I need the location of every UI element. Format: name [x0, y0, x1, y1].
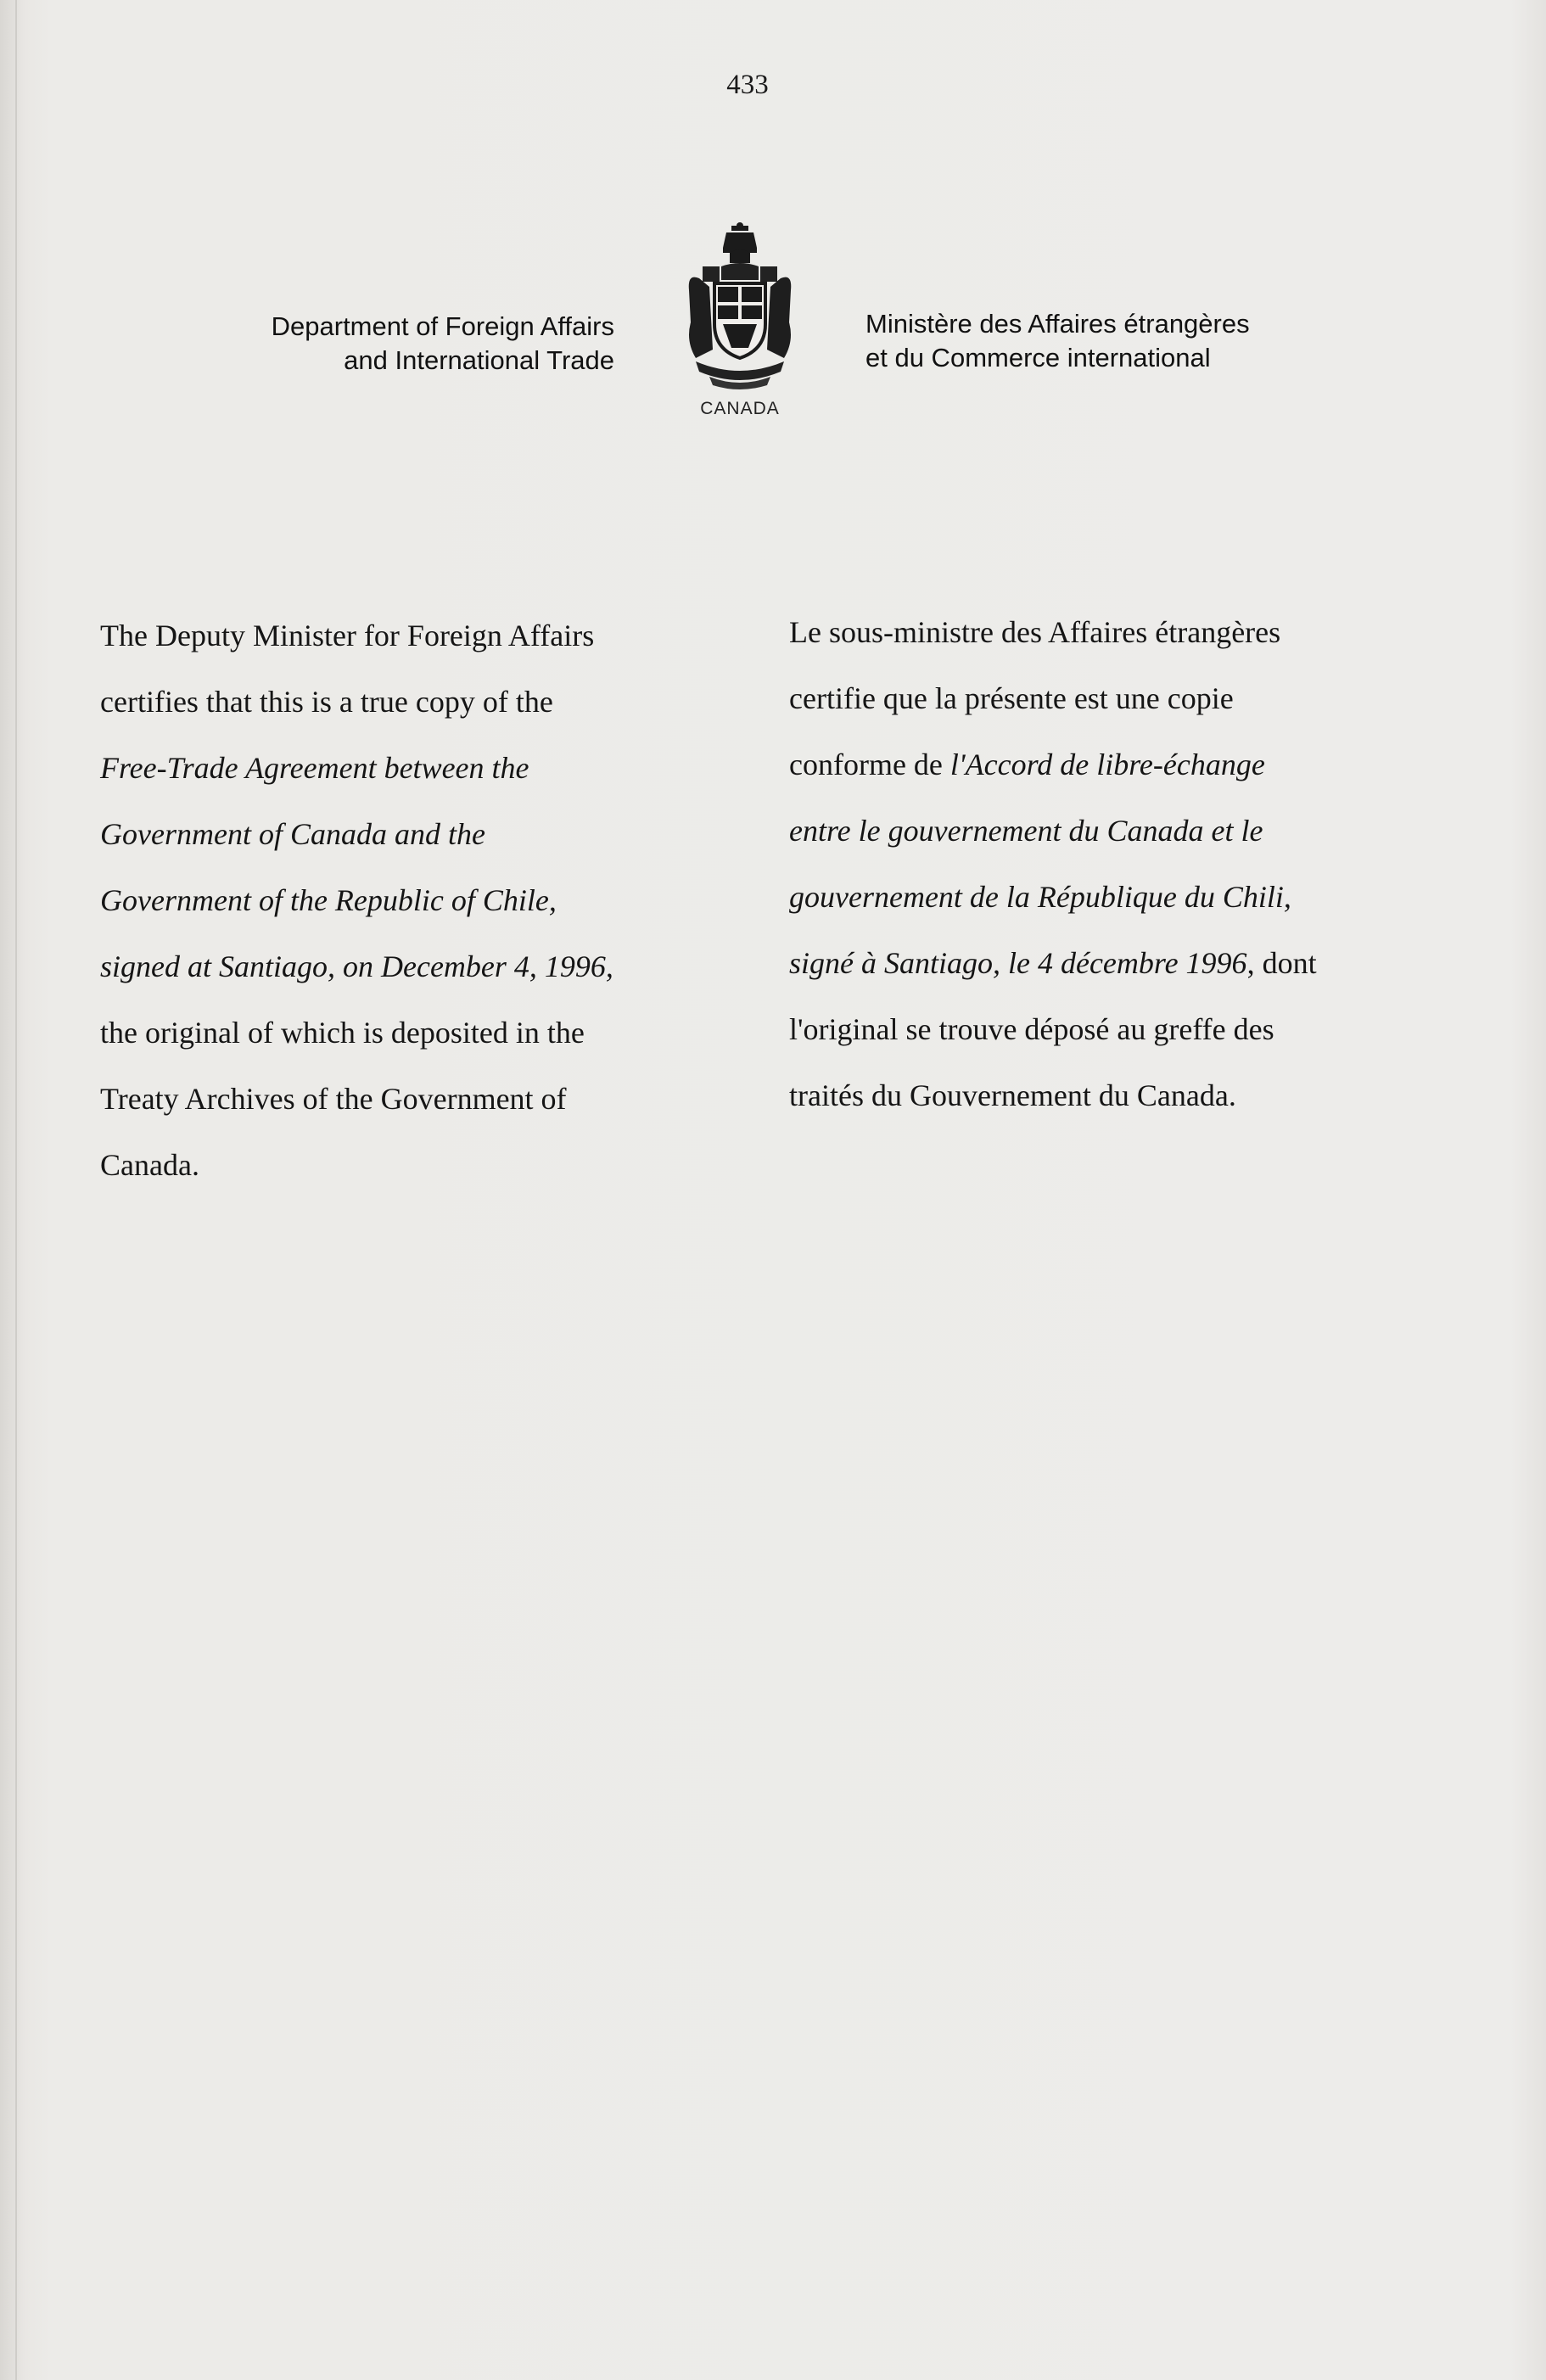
certificate-fr-segment: conforme de	[789, 748, 950, 781]
department-name-french	[865, 307, 1250, 375]
certificate-fr-segment: signé à Santiago, le 4 décembre 1996	[789, 946, 1247, 980]
certificate-fr-segment: traités du Gouvernement du Canada.	[789, 1078, 1236, 1112]
certificate-fr-segment: Le sous-ministre des Affaires étrangères	[789, 615, 1281, 649]
department-name-english	[272, 310, 614, 378]
dept-fr-line: Ministère des Affaires étrangères	[865, 309, 1250, 339]
certificate-fr-line	[789, 864, 1400, 930]
certificate-fr-line	[789, 930, 1400, 996]
certificate-en-line: Treaty Archives of the Government of	[100, 1082, 567, 1116]
dept-en-line: Department of Foreign Affairs	[271, 311, 614, 341]
certificate-en-line: Government of the Republic of Chile,	[100, 883, 557, 917]
certificate-en-line: The Deputy Minister for Foreign Affairs	[100, 619, 595, 652]
certificate-fr-segment: entre le gouvernement du Canada et le	[789, 814, 1263, 848]
crest-label: CANADA	[700, 399, 780, 418]
certificate-en-line: the original of which is deposited in the	[100, 1016, 585, 1050]
certificate-en-line: signed at Santiago, on December 4, 1996,	[100, 949, 613, 983]
certificate-fr-line	[789, 731, 1400, 798]
certificate-fr-line	[789, 665, 1400, 731]
certificate-english	[100, 602, 711, 1198]
dept-fr-line: et du Commerce international	[865, 343, 1211, 372]
dept-en-line: and International Trade	[344, 345, 614, 375]
coat-of-arms-icon	[684, 222, 796, 392]
certificate-en-line: Canada.	[100, 1148, 199, 1182]
certificate-french	[789, 599, 1400, 1128]
certificate-en-line: Government of Canada and the	[100, 817, 485, 851]
certificate-fr-segment: certifie que la présente est une copie	[789, 681, 1234, 715]
certificate-fr-line	[789, 599, 1400, 665]
certificate-fr-line	[789, 996, 1400, 1062]
certificate-fr-segment: gouvernement de la République du Chili,	[789, 880, 1291, 914]
certificate-fr-segment: , dont	[1246, 946, 1317, 980]
certificate-fr-line	[789, 798, 1400, 864]
certificate-fr-segment: l'Accord de libre-échange	[949, 748, 1265, 781]
certificate-fr-segment: l'original se trouve déposé au greffe des	[789, 1012, 1274, 1046]
certificate-en-line: certifies that this is a true copy of the	[100, 685, 553, 719]
page-spine	[15, 0, 17, 2380]
certificate-fr-line	[789, 1062, 1400, 1128]
certificate-en-line: Free-Trade Agreement between the	[100, 751, 529, 785]
page-number: 433	[726, 70, 769, 100]
